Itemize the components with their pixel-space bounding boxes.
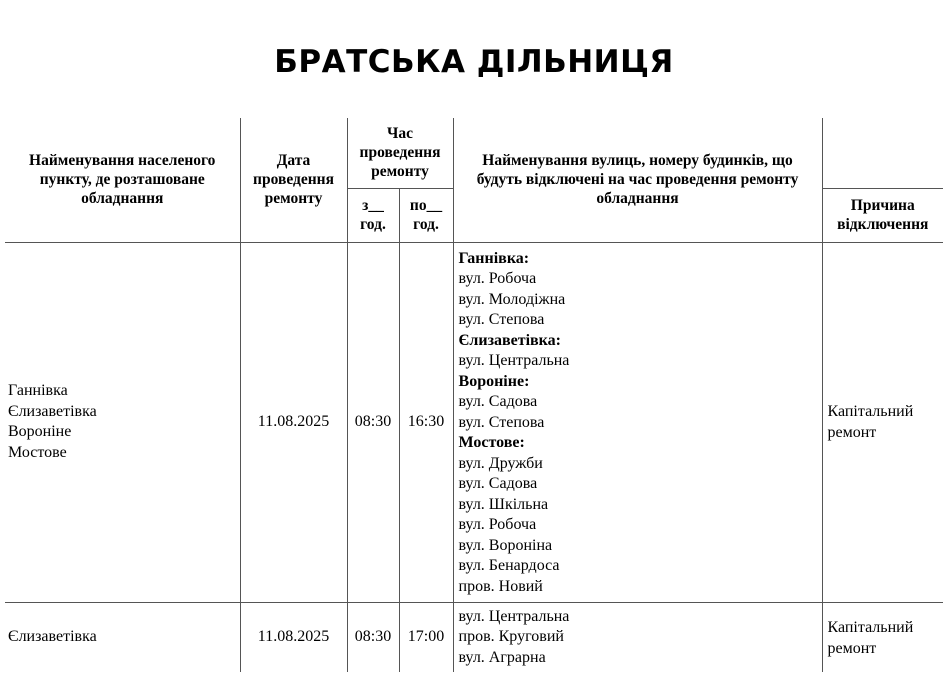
cell-date: 11.08.2025 bbox=[240, 242, 347, 602]
street-item: вул. Молодіжна bbox=[458, 290, 566, 308]
street-item: вул. Дружби bbox=[458, 454, 543, 472]
header-place: Найменування населеного пункту, де розташоване обладнання bbox=[5, 118, 240, 242]
header-reason-spacer bbox=[822, 118, 943, 188]
header-from: з__ год. bbox=[347, 188, 399, 242]
street-item: вул. Центральна bbox=[458, 607, 570, 625]
place-name: Ганнівка bbox=[8, 382, 68, 399]
outage-schedule-table bbox=[5, 118, 943, 672]
place-name: Мостове bbox=[8, 443, 67, 461]
street-item: вул. Степова bbox=[458, 413, 545, 431]
cell-places bbox=[5, 242, 240, 602]
street-group-label: Ганнівка: bbox=[458, 249, 530, 267]
cell-date: 11.08.2025 bbox=[240, 602, 347, 672]
street-group-label: Єлизаветівка: bbox=[458, 331, 561, 349]
street-group-label: Мостове: bbox=[458, 434, 525, 451]
table-row bbox=[5, 602, 943, 672]
cell-reason bbox=[822, 242, 943, 602]
street-item: вул. Аграрна bbox=[458, 648, 546, 666]
page-title: БРАТСЬКА ДІЛЬНИЦЯ bbox=[274, 44, 674, 80]
reason-line: Капітальний bbox=[827, 403, 914, 420]
cell-to: 16:30 bbox=[399, 242, 453, 602]
reason-line: ремонт bbox=[827, 424, 877, 441]
header-reason: Причина відключення bbox=[822, 188, 943, 242]
place-name: Єлизаветівка bbox=[8, 628, 97, 645]
header-streets: Найменування вулиць, номеру будинків, що будуть відключені на час проведення ремонту обладнання bbox=[453, 118, 822, 242]
cell-from: 08:30 bbox=[347, 602, 399, 672]
street-item: вул. Вороніна bbox=[458, 536, 553, 554]
street-item: пров. Круговий bbox=[458, 628, 564, 645]
place-name: Єлизаветівка bbox=[8, 402, 97, 420]
table-row bbox=[5, 242, 943, 602]
street-item: пров. Новий bbox=[458, 577, 543, 595]
cell-from: 08:30 bbox=[347, 242, 399, 602]
cell-streets bbox=[453, 242, 822, 602]
street-item: вул. Бенардоса bbox=[458, 557, 560, 574]
street-item: вул. Робоча bbox=[458, 270, 537, 287]
street-item: вул. Шкільна bbox=[458, 495, 549, 513]
street-group-label: Вороніне: bbox=[458, 372, 530, 390]
place-name: Вороніне bbox=[8, 423, 72, 440]
header-time: Час проведення ремонту bbox=[347, 118, 453, 188]
header-to: по__ год. bbox=[399, 188, 453, 242]
street-item: вул. Садова bbox=[458, 393, 538, 410]
cell-to: 17:00 bbox=[399, 602, 453, 672]
street-item: вул. Робоча bbox=[458, 516, 537, 533]
cell-reason bbox=[822, 602, 943, 672]
cell-streets bbox=[453, 602, 822, 672]
street-item: вул. Центральна bbox=[458, 352, 570, 369]
reason-line: Капітальний bbox=[827, 618, 914, 636]
cell-places bbox=[5, 602, 240, 672]
header-date: Дата проведення ремонту bbox=[240, 118, 347, 242]
street-item: вул. Садова bbox=[458, 475, 538, 492]
reason-line: ремонт bbox=[827, 639, 877, 657]
street-item: вул. Степова bbox=[458, 311, 545, 328]
